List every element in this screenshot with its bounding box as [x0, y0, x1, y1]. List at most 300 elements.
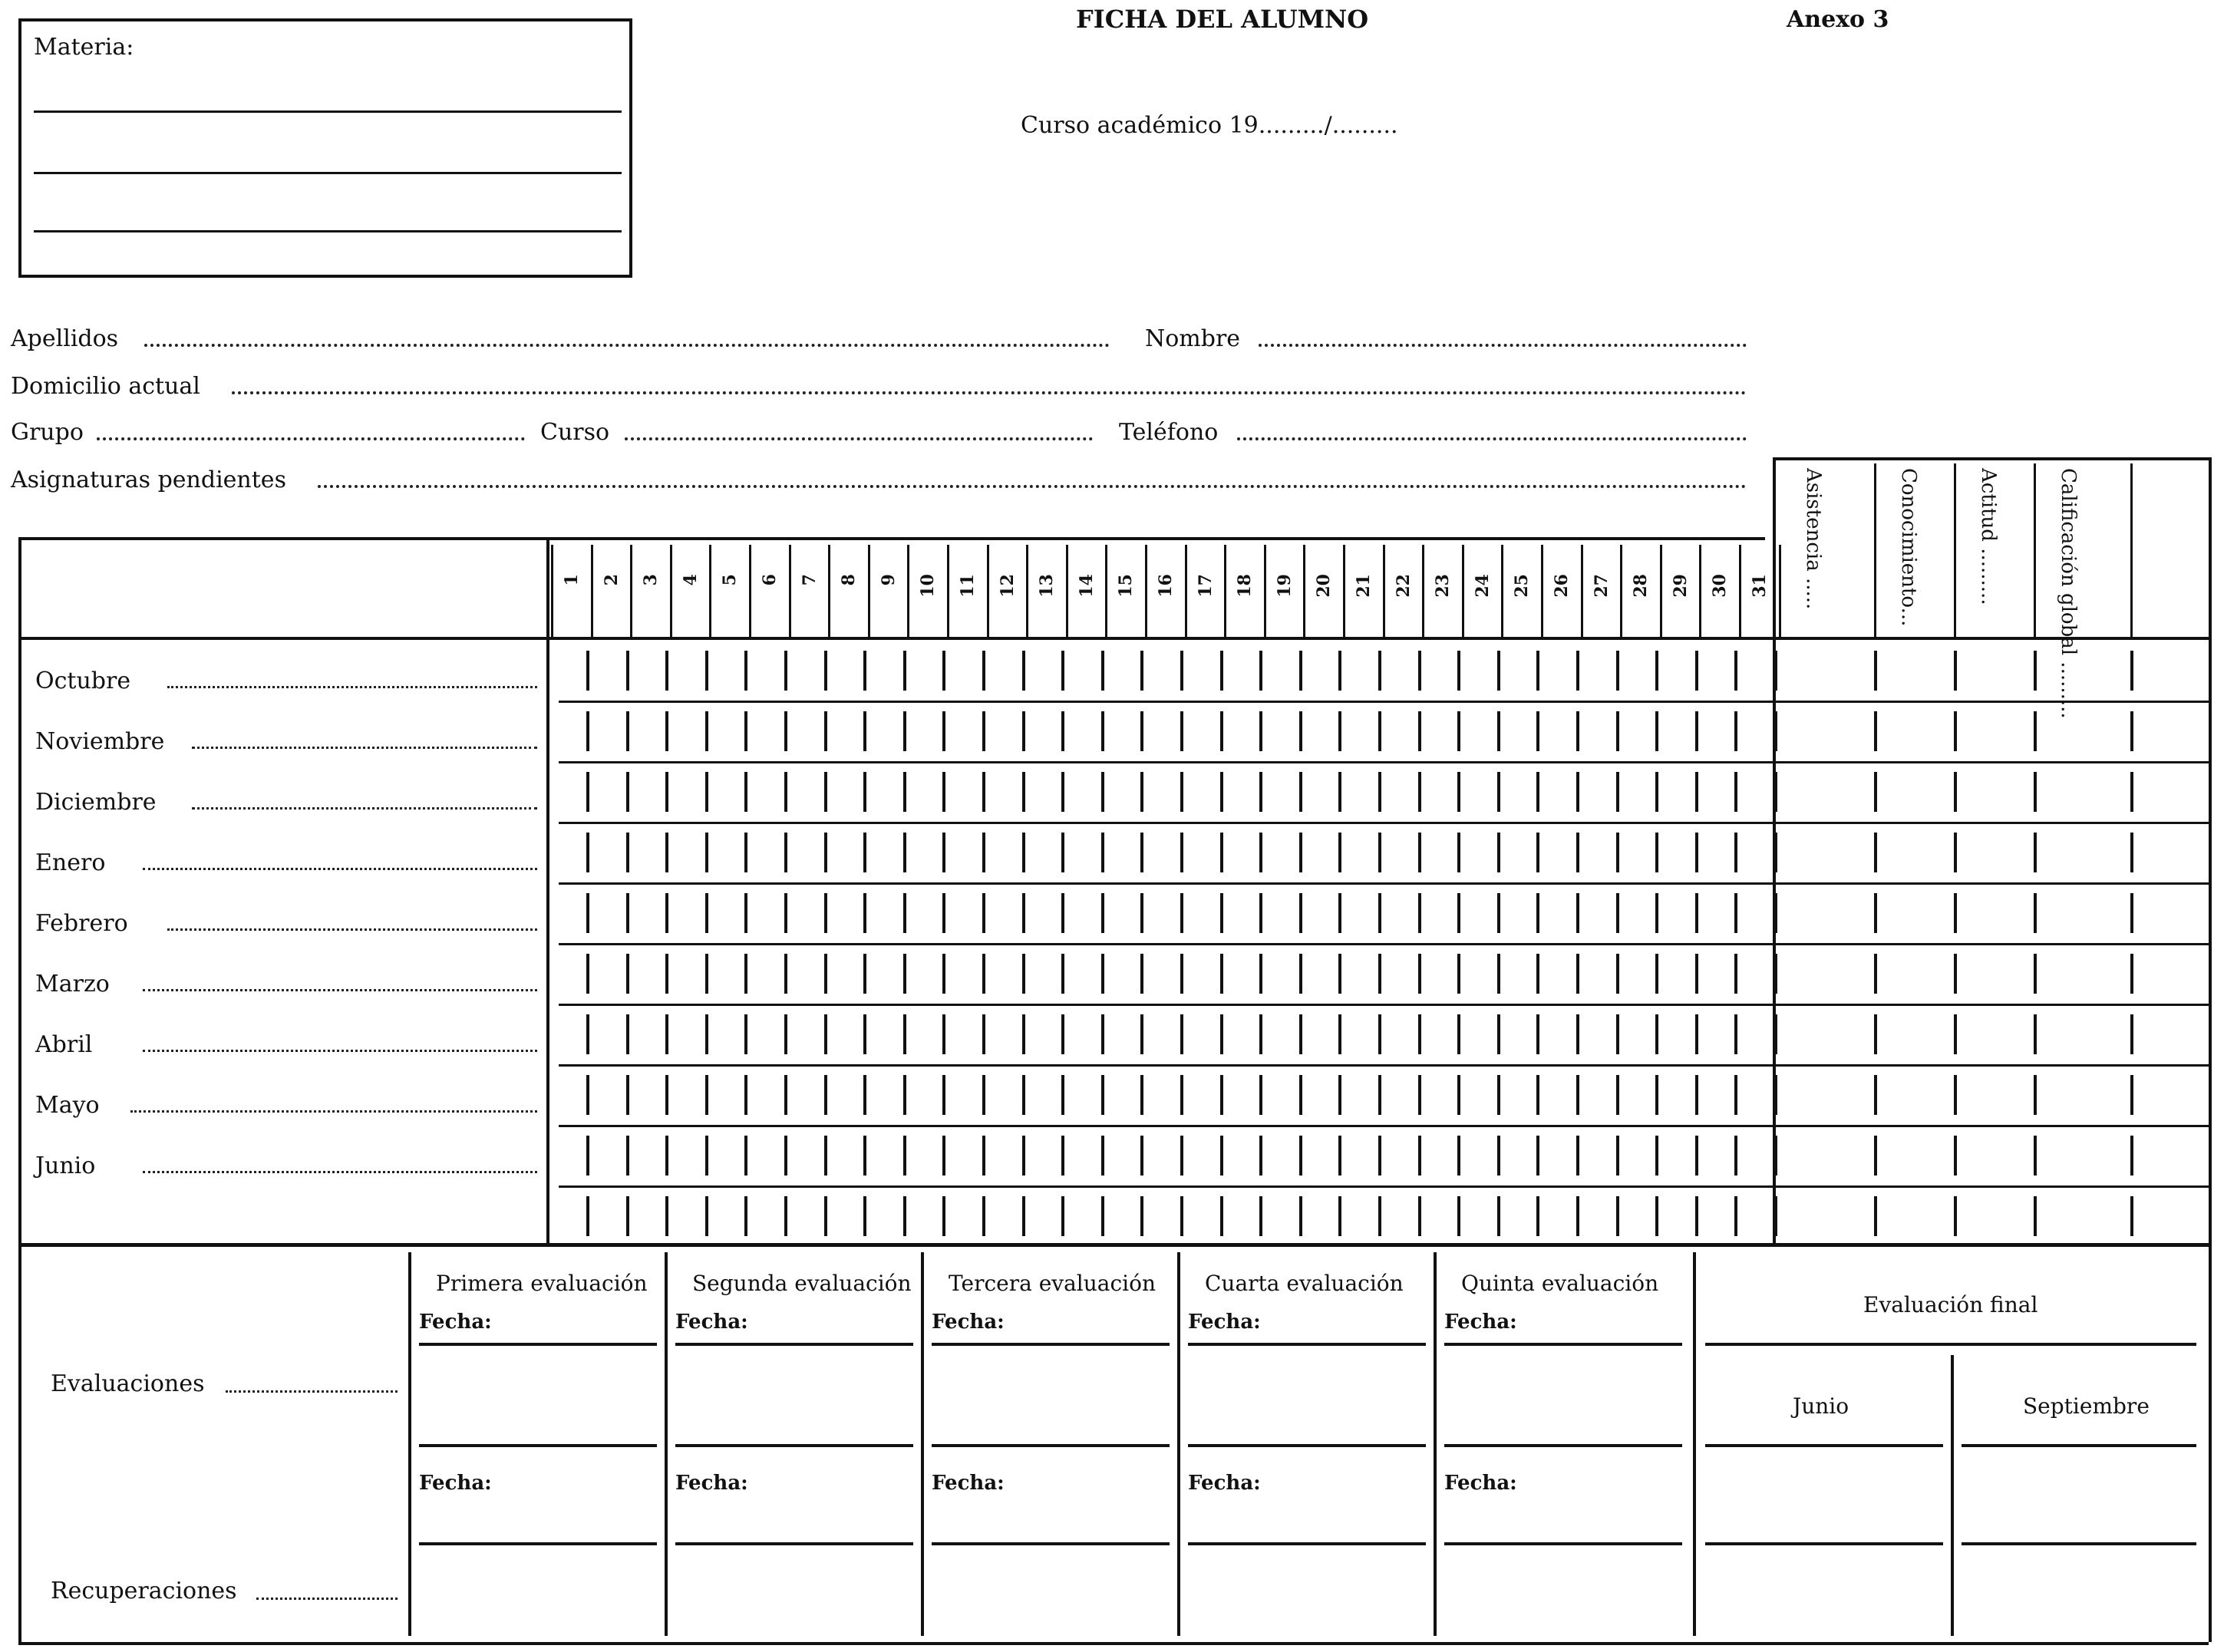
- attendance-cell[interactable]: [1140, 1014, 1143, 1054]
- attendance-cell[interactable]: [1338, 651, 1341, 691]
- attendance-cell[interactable]: [982, 893, 985, 933]
- attendance-cell[interactable]: [1101, 954, 1104, 994]
- attendance-cell[interactable]: [1180, 833, 1183, 872]
- attendance-cell[interactable]: [1220, 954, 1223, 994]
- attendance-cell[interactable]: [705, 1136, 708, 1176]
- attendance-cell[interactable]: [1022, 711, 1025, 751]
- telefono-field[interactable]: [1237, 437, 1747, 440]
- attendance-cell[interactable]: [705, 651, 708, 691]
- attendance-cell[interactable]: [1418, 772, 1421, 812]
- attendance-cell[interactable]: [1140, 772, 1143, 812]
- attendance-cell[interactable]: [665, 1196, 668, 1236]
- attendance-cell[interactable]: [1695, 711, 1698, 751]
- attendance-cell[interactable]: [665, 651, 668, 691]
- attendance-cell[interactable]: [1338, 1136, 1341, 1176]
- attendance-cell[interactable]: [1378, 1136, 1381, 1176]
- summary-cell[interactable]: [1773, 833, 1776, 872]
- attendance-cell[interactable]: [1497, 651, 1500, 691]
- attendance-cell[interactable]: [744, 772, 747, 812]
- attendance-cell[interactable]: [784, 1014, 787, 1054]
- attendance-cell[interactable]: [1734, 1136, 1737, 1176]
- attendance-cell[interactable]: [1378, 651, 1381, 691]
- attendance-cell[interactable]: [1378, 833, 1381, 872]
- attendance-cell[interactable]: [1616, 1136, 1619, 1176]
- attendance-cell[interactable]: [903, 711, 906, 751]
- attendance-cell[interactable]: [1457, 893, 1460, 933]
- attendance-cell[interactable]: [942, 1136, 945, 1176]
- eval-grade-line[interactable]: [932, 1444, 1170, 1447]
- attendance-cell[interactable]: [586, 833, 589, 872]
- attendance-cell[interactable]: [665, 1075, 668, 1115]
- attendance-cell[interactable]: [982, 1196, 985, 1236]
- attendance-cell[interactable]: [1576, 651, 1579, 691]
- summary-cell[interactable]: [2034, 833, 2037, 872]
- attendance-cell[interactable]: [586, 1075, 589, 1115]
- attendance-cell[interactable]: [1101, 833, 1104, 872]
- attendance-cell[interactable]: [665, 772, 668, 812]
- attendance-cell[interactable]: [1140, 651, 1143, 691]
- attendance-cell[interactable]: [863, 954, 866, 994]
- attendance-cell[interactable]: [1022, 893, 1025, 933]
- attendance-cell[interactable]: [1655, 711, 1658, 751]
- attendance-cell[interactable]: [626, 893, 629, 933]
- attendance-cell[interactable]: [982, 1075, 985, 1115]
- attendance-cell[interactable]: [665, 833, 668, 872]
- attendance-cell[interactable]: [665, 1136, 668, 1176]
- attendance-cell[interactable]: [1536, 833, 1539, 872]
- attendance-cell[interactable]: [982, 651, 985, 691]
- attendance-cell[interactable]: [1259, 1136, 1262, 1176]
- attendance-cell[interactable]: [824, 1136, 827, 1176]
- attendance-cell[interactable]: [1022, 1196, 1025, 1236]
- attendance-cell[interactable]: [626, 1136, 629, 1176]
- summary-cell[interactable]: [2034, 954, 2037, 994]
- attendance-cell[interactable]: [863, 772, 866, 812]
- attendance-cell[interactable]: [1418, 651, 1421, 691]
- attendance-cell[interactable]: [863, 651, 866, 691]
- attendance-cell[interactable]: [1695, 1136, 1698, 1176]
- summary-cell[interactable]: [1773, 1075, 1776, 1115]
- summary-cell[interactable]: [2130, 651, 2133, 691]
- attendance-cell[interactable]: [1140, 1075, 1143, 1115]
- attendance-cell[interactable]: [1457, 711, 1460, 751]
- summary-cell[interactable]: [2130, 1014, 2133, 1054]
- attendance-cell[interactable]: [1180, 1136, 1183, 1176]
- summary-cell[interactable]: [2034, 1075, 2037, 1115]
- attendance-cell[interactable]: [1616, 954, 1619, 994]
- summary-cell[interactable]: [2130, 893, 2133, 933]
- attendance-cell[interactable]: [1259, 772, 1262, 812]
- attendance-cell[interactable]: [1655, 1075, 1658, 1115]
- attendance-cell[interactable]: [1259, 1014, 1262, 1054]
- attendance-cell[interactable]: [626, 954, 629, 994]
- summary-cell[interactable]: [2034, 893, 2037, 933]
- summary-cell[interactable]: [1773, 651, 1776, 691]
- attendance-cell[interactable]: [1616, 772, 1619, 812]
- attendance-cell[interactable]: [824, 954, 827, 994]
- attendance-cell[interactable]: [903, 1075, 906, 1115]
- summary-cell[interactable]: [1874, 833, 1877, 872]
- attendance-cell[interactable]: [942, 1196, 945, 1236]
- attendance-cell[interactable]: [824, 1075, 827, 1115]
- summary-cell[interactable]: [1874, 1196, 1877, 1236]
- summary-cell[interactable]: [1874, 651, 1877, 691]
- attendance-cell[interactable]: [1734, 1014, 1737, 1054]
- attendance-cell[interactable]: [705, 1196, 708, 1236]
- attendance-cell[interactable]: [903, 1136, 906, 1176]
- attendance-cell[interactable]: [1299, 954, 1302, 994]
- summary-cell[interactable]: [2034, 1014, 2037, 1054]
- attendance-cell[interactable]: [1536, 772, 1539, 812]
- attendance-cell[interactable]: [1457, 1196, 1460, 1236]
- attendance-cell[interactable]: [863, 1196, 866, 1236]
- attendance-cell[interactable]: [824, 1014, 827, 1054]
- attendance-cell[interactable]: [1576, 893, 1579, 933]
- attendance-cell[interactable]: [1536, 1014, 1539, 1054]
- attendance-cell[interactable]: [1101, 1136, 1104, 1176]
- attendance-cell[interactable]: [1734, 772, 1737, 812]
- attendance-cell[interactable]: [1695, 1014, 1698, 1054]
- attendance-cell[interactable]: [1299, 1136, 1302, 1176]
- attendance-cell[interactable]: [1061, 954, 1064, 994]
- attendance-cell[interactable]: [1655, 833, 1658, 872]
- septiembre-recup-line[interactable]: [1962, 1542, 2196, 1545]
- attendance-cell[interactable]: [1497, 833, 1500, 872]
- eval-grade-line[interactable]: [1188, 1444, 1426, 1447]
- attendance-cell[interactable]: [1457, 833, 1460, 872]
- attendance-cell[interactable]: [1180, 1075, 1183, 1115]
- summary-cell[interactable]: [2130, 711, 2133, 751]
- attendance-cell[interactable]: [1497, 1196, 1500, 1236]
- summary-cell[interactable]: [2130, 1136, 2133, 1176]
- attendance-cell[interactable]: [1259, 1075, 1262, 1115]
- attendance-cell[interactable]: [1734, 651, 1737, 691]
- attendance-cell[interactable]: [1022, 651, 1025, 691]
- attendance-cell[interactable]: [824, 651, 827, 691]
- attendance-cell[interactable]: [1259, 893, 1262, 933]
- attendance-cell[interactable]: [1497, 893, 1500, 933]
- attendance-cell[interactable]: [1655, 651, 1658, 691]
- attendance-cell[interactable]: [784, 833, 787, 872]
- recup-line[interactable]: [932, 1542, 1170, 1545]
- septiembre-grade-line[interactable]: [1962, 1444, 2196, 1447]
- eval-line[interactable]: [1444, 1343, 1682, 1346]
- attendance-cell[interactable]: [1576, 954, 1579, 994]
- attendance-cell[interactable]: [1338, 1075, 1341, 1115]
- attendance-cell[interactable]: [1101, 1014, 1104, 1054]
- attendance-cell[interactable]: [1457, 954, 1460, 994]
- attendance-cell[interactable]: [1576, 833, 1579, 872]
- attendance-cell[interactable]: [1180, 1196, 1183, 1236]
- attendance-cell[interactable]: [982, 1136, 985, 1176]
- attendance-cell[interactable]: [1022, 954, 1025, 994]
- attendance-cell[interactable]: [1338, 833, 1341, 872]
- attendance-cell[interactable]: [1061, 1136, 1064, 1176]
- attendance-cell[interactable]: [586, 651, 589, 691]
- attendance-cell[interactable]: [1616, 833, 1619, 872]
- attendance-cell[interactable]: [1497, 1075, 1500, 1115]
- attendance-cell[interactable]: [1734, 1075, 1737, 1115]
- attendance-cell[interactable]: [626, 1014, 629, 1054]
- attendance-cell[interactable]: [1338, 893, 1341, 933]
- attendance-cell[interactable]: [1616, 711, 1619, 751]
- curso-field[interactable]: [625, 437, 1093, 440]
- summary-cell[interactable]: [1954, 711, 1957, 751]
- summary-cell[interactable]: [1874, 1014, 1877, 1054]
- attendance-cell[interactable]: [982, 1014, 985, 1054]
- attendance-cell[interactable]: [1220, 893, 1223, 933]
- attendance-cell[interactable]: [1140, 954, 1143, 994]
- attendance-cell[interactable]: [1299, 711, 1302, 751]
- attendance-cell[interactable]: [863, 1014, 866, 1054]
- summary-cell[interactable]: [1874, 954, 1877, 994]
- attendance-cell[interactable]: [1220, 772, 1223, 812]
- attendance-cell[interactable]: [1536, 893, 1539, 933]
- attendance-cell[interactable]: [1497, 1136, 1500, 1176]
- attendance-cell[interactable]: [1734, 954, 1737, 994]
- attendance-cell[interactable]: [1299, 1196, 1302, 1236]
- attendance-cell[interactable]: [1576, 711, 1579, 751]
- attendance-cell[interactable]: [1061, 711, 1064, 751]
- summary-cell[interactable]: [1954, 954, 1957, 994]
- attendance-cell[interactable]: [626, 833, 629, 872]
- attendance-cell[interactable]: [1497, 1014, 1500, 1054]
- attendance-cell[interactable]: [1220, 1014, 1223, 1054]
- summary-cell[interactable]: [2034, 651, 2037, 691]
- attendance-cell[interactable]: [863, 833, 866, 872]
- attendance-cell[interactable]: [1101, 1075, 1104, 1115]
- attendance-cell[interactable]: [705, 772, 708, 812]
- attendance-cell[interactable]: [1061, 1014, 1064, 1054]
- attendance-cell[interactable]: [705, 711, 708, 751]
- attendance-cell[interactable]: [665, 1014, 668, 1054]
- attendance-cell[interactable]: [1299, 1014, 1302, 1054]
- attendance-cell[interactable]: [903, 1196, 906, 1236]
- attendance-cell[interactable]: [626, 1196, 629, 1236]
- attendance-cell[interactable]: [824, 1196, 827, 1236]
- attendance-cell[interactable]: [1457, 651, 1460, 691]
- summary-cell[interactable]: [1874, 1075, 1877, 1115]
- attendance-cell[interactable]: [1536, 651, 1539, 691]
- attendance-cell[interactable]: [903, 1014, 906, 1054]
- attendance-cell[interactable]: [1457, 1075, 1460, 1115]
- eval-grade-line[interactable]: [1444, 1444, 1682, 1447]
- attendance-cell[interactable]: [744, 1196, 747, 1236]
- nombre-field[interactable]: [1259, 344, 1747, 347]
- attendance-cell[interactable]: [1022, 1136, 1025, 1176]
- summary-cell[interactable]: [1773, 954, 1776, 994]
- attendance-cell[interactable]: [1655, 1014, 1658, 1054]
- summary-cell[interactable]: [1773, 893, 1776, 933]
- attendance-cell[interactable]: [1061, 1075, 1064, 1115]
- attendance-cell[interactable]: [982, 833, 985, 872]
- attendance-cell[interactable]: [1616, 1075, 1619, 1115]
- attendance-cell[interactable]: [586, 893, 589, 933]
- attendance-cell[interactable]: [1576, 772, 1579, 812]
- attendance-cell[interactable]: [1536, 954, 1539, 994]
- attendance-cell[interactable]: [1220, 651, 1223, 691]
- attendance-cell[interactable]: [1655, 1136, 1658, 1176]
- attendance-cell[interactable]: [1695, 1196, 1698, 1236]
- attendance-cell[interactable]: [1140, 1196, 1143, 1236]
- attendance-cell[interactable]: [982, 954, 985, 994]
- attendance-cell[interactable]: [903, 772, 906, 812]
- attendance-cell[interactable]: [586, 772, 589, 812]
- attendance-cell[interactable]: [1259, 1196, 1262, 1236]
- attendance-cell[interactable]: [1061, 1196, 1064, 1236]
- attendance-cell[interactable]: [626, 651, 629, 691]
- attendance-cell[interactable]: [1695, 833, 1698, 872]
- summary-cell[interactable]: [2034, 772, 2037, 812]
- attendance-cell[interactable]: [784, 1075, 787, 1115]
- summary-cell[interactable]: [1874, 772, 1877, 812]
- summary-cell[interactable]: [1954, 1014, 1957, 1054]
- attendance-cell[interactable]: [1220, 711, 1223, 751]
- summary-cell[interactable]: [1954, 772, 1957, 812]
- attendance-cell[interactable]: [1418, 1196, 1421, 1236]
- attendance-cell[interactable]: [942, 954, 945, 994]
- attendance-cell[interactable]: [665, 711, 668, 751]
- summary-cell[interactable]: [2034, 1196, 2037, 1236]
- asignaturas-field[interactable]: [318, 485, 1747, 488]
- summary-cell[interactable]: [2130, 954, 2133, 994]
- attendance-cell[interactable]: [1457, 1136, 1460, 1176]
- attendance-cell[interactable]: [1378, 1196, 1381, 1236]
- attendance-cell[interactable]: [626, 1075, 629, 1115]
- attendance-cell[interactable]: [665, 954, 668, 994]
- attendance-cell[interactable]: [1220, 1075, 1223, 1115]
- attendance-cell[interactable]: [1655, 772, 1658, 812]
- attendance-cell[interactable]: [744, 833, 747, 872]
- attendance-cell[interactable]: [1259, 954, 1262, 994]
- attendance-cell[interactable]: [1259, 711, 1262, 751]
- attendance-cell[interactable]: [942, 651, 945, 691]
- attendance-cell[interactable]: [1061, 772, 1064, 812]
- domicilio-field[interactable]: [232, 391, 1747, 394]
- attendance-cell[interactable]: [1101, 711, 1104, 751]
- attendance-cell[interactable]: [1497, 711, 1500, 751]
- attendance-cell[interactable]: [903, 893, 906, 933]
- attendance-cell[interactable]: [1734, 893, 1737, 933]
- attendance-cell[interactable]: [1220, 1196, 1223, 1236]
- attendance-cell[interactable]: [1220, 833, 1223, 872]
- attendance-cell[interactable]: [942, 1075, 945, 1115]
- summary-cell[interactable]: [1954, 833, 1957, 872]
- attendance-cell[interactable]: [1536, 1196, 1539, 1236]
- attendance-cell[interactable]: [1180, 1014, 1183, 1054]
- eval-grade-line[interactable]: [675, 1444, 913, 1447]
- attendance-cell[interactable]: [1616, 1014, 1619, 1054]
- attendance-cell[interactable]: [1299, 651, 1302, 691]
- attendance-cell[interactable]: [1101, 893, 1104, 933]
- attendance-cell[interactable]: [1180, 954, 1183, 994]
- attendance-cell[interactable]: [784, 1136, 787, 1176]
- materia-line-2[interactable]: [34, 172, 622, 174]
- attendance-cell[interactable]: [1338, 954, 1341, 994]
- attendance-cell[interactable]: [1061, 833, 1064, 872]
- summary-cell[interactable]: [2130, 1196, 2133, 1236]
- attendance-cell[interactable]: [824, 711, 827, 751]
- attendance-cell[interactable]: [1140, 711, 1143, 751]
- attendance-cell[interactable]: [1497, 772, 1500, 812]
- attendance-cell[interactable]: [903, 651, 906, 691]
- materia-line-3[interactable]: [34, 230, 622, 232]
- summary-cell[interactable]: [1954, 893, 1957, 933]
- attendance-cell[interactable]: [942, 711, 945, 751]
- attendance-cell[interactable]: [1378, 1075, 1381, 1115]
- attendance-cell[interactable]: [1180, 651, 1183, 691]
- recup-line[interactable]: [419, 1542, 657, 1545]
- attendance-cell[interactable]: [626, 772, 629, 812]
- attendance-cell[interactable]: [586, 954, 589, 994]
- attendance-cell[interactable]: [1576, 1075, 1579, 1115]
- attendance-cell[interactable]: [1338, 1014, 1341, 1054]
- summary-cell[interactable]: [1773, 1136, 1776, 1176]
- recup-line[interactable]: [1188, 1542, 1426, 1545]
- attendance-cell[interactable]: [1536, 711, 1539, 751]
- attendance-cell[interactable]: [744, 1136, 747, 1176]
- attendance-cell[interactable]: [784, 1196, 787, 1236]
- attendance-cell[interactable]: [1101, 1196, 1104, 1236]
- attendance-cell[interactable]: [1259, 833, 1262, 872]
- attendance-cell[interactable]: [586, 1196, 589, 1236]
- attendance-cell[interactable]: [1140, 833, 1143, 872]
- attendance-cell[interactable]: [1378, 711, 1381, 751]
- attendance-cell[interactable]: [784, 651, 787, 691]
- attendance-cell[interactable]: [784, 711, 787, 751]
- attendance-cell[interactable]: [744, 893, 747, 933]
- attendance-cell[interactable]: [586, 1014, 589, 1054]
- attendance-cell[interactable]: [1378, 1014, 1381, 1054]
- attendance-cell[interactable]: [1180, 711, 1183, 751]
- attendance-cell[interactable]: [1655, 893, 1658, 933]
- eval-line[interactable]: [675, 1343, 913, 1346]
- attendance-cell[interactable]: [1140, 893, 1143, 933]
- attendance-cell[interactable]: [1695, 651, 1698, 691]
- eval-line[interactable]: [419, 1343, 657, 1346]
- summary-cell[interactable]: [1773, 1014, 1776, 1054]
- attendance-cell[interactable]: [744, 954, 747, 994]
- attendance-cell[interactable]: [586, 1136, 589, 1176]
- summary-cell[interactable]: [1773, 711, 1776, 751]
- attendance-cell[interactable]: [863, 893, 866, 933]
- attendance-cell[interactable]: [784, 893, 787, 933]
- attendance-cell[interactable]: [1101, 772, 1104, 812]
- summary-cell[interactable]: [2130, 1075, 2133, 1115]
- attendance-cell[interactable]: [863, 711, 866, 751]
- attendance-cell[interactable]: [1299, 772, 1302, 812]
- attendance-cell[interactable]: [1299, 893, 1302, 933]
- attendance-cell[interactable]: [784, 954, 787, 994]
- attendance-cell[interactable]: [1655, 1196, 1658, 1236]
- recup-line[interactable]: [675, 1542, 913, 1545]
- attendance-cell[interactable]: [824, 893, 827, 933]
- attendance-cell[interactable]: [1022, 1014, 1025, 1054]
- attendance-cell[interactable]: [1338, 711, 1341, 751]
- attendance-cell[interactable]: [1140, 1136, 1143, 1176]
- summary-cell[interactable]: [1773, 772, 1776, 812]
- attendance-cell[interactable]: [1457, 1014, 1460, 1054]
- attendance-cell[interactable]: [1536, 1136, 1539, 1176]
- attendance-cell[interactable]: [1061, 893, 1064, 933]
- attendance-cell[interactable]: [824, 772, 827, 812]
- eval-line[interactable]: [932, 1343, 1170, 1346]
- attendance-cell[interactable]: [1022, 772, 1025, 812]
- recup-line[interactable]: [1444, 1542, 1682, 1545]
- attendance-cell[interactable]: [1338, 772, 1341, 812]
- summary-cell[interactable]: [1874, 1136, 1877, 1176]
- attendance-cell[interactable]: [1378, 893, 1381, 933]
